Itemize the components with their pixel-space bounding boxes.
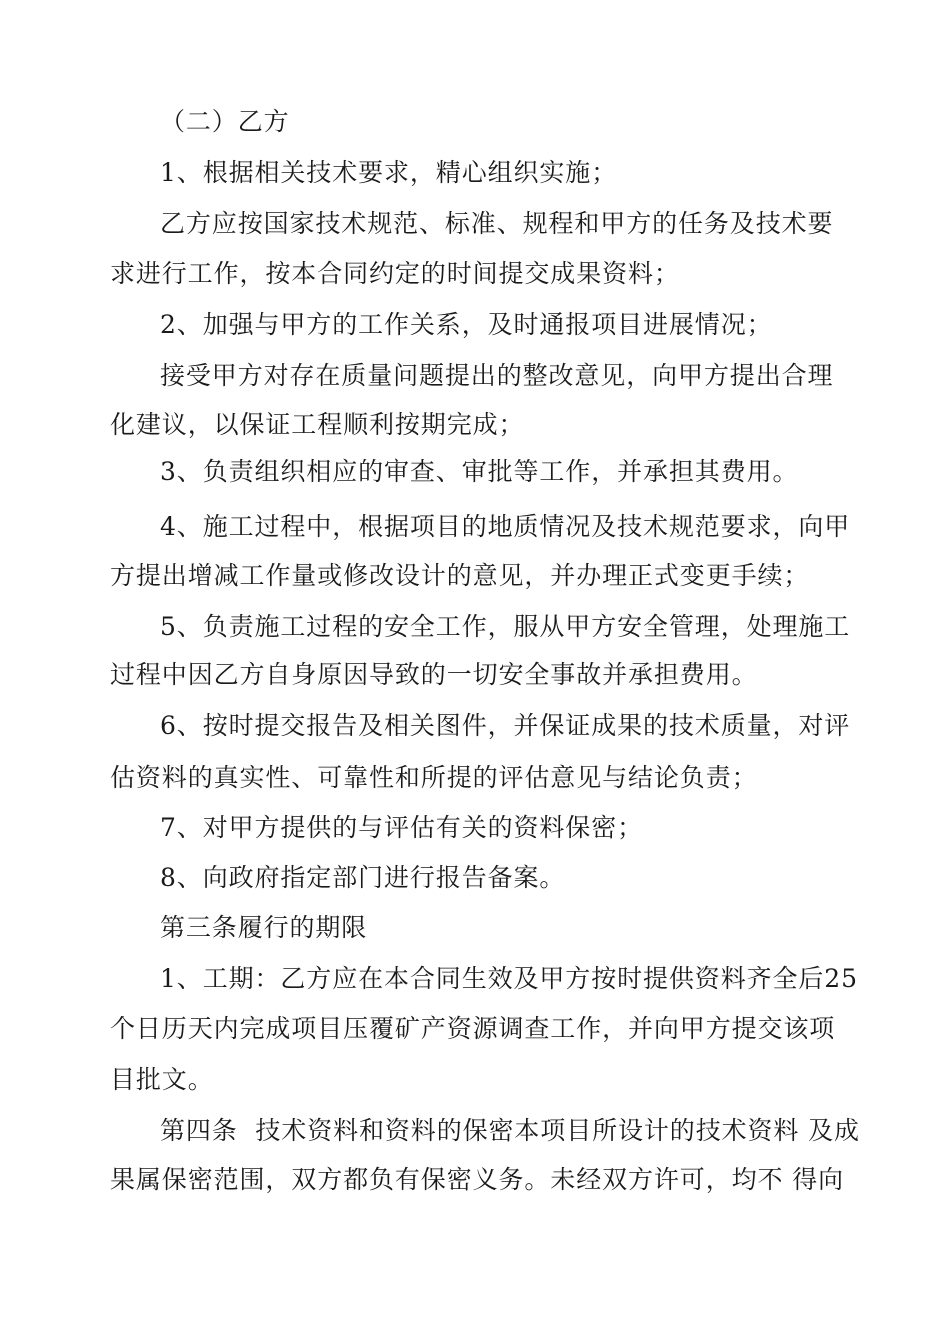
paragraph-line: 5、负责施工过程的安全工作，服从甲方安全管理，处理施工 — [160, 612, 851, 641]
paragraph-line: 1、根据相关技术要求，精心组织实施； — [160, 158, 618, 187]
paragraph-line: 个日历天内完成项目压覆矿产资源调查工作，并向甲方提交该项 — [110, 1014, 836, 1043]
paragraph-line: 1、工期：乙方应在本合同生效及甲方按时提供资料齐全后25 — [160, 964, 858, 993]
paragraph-line: 接受甲方对存在质量问题提出的整改意见，向甲方提出合理 — [160, 361, 834, 390]
article-heading-confidentiality: 第四条 技术资料和资料的保密本项目所设计的技术资料 及成 — [160, 1116, 860, 1145]
paragraph-line: 果属保密范围，双方都负有保密义务。未经双方许可，均不 得向 — [110, 1165, 845, 1194]
paragraph-line: 方提出增减工作量或修改设计的意见，并办理正式变更手续； — [110, 561, 810, 590]
paragraph-line: 目批文。 — [110, 1065, 214, 1094]
paragraph-line: 6、按时提交报告及相关图件，并保证成果的技术质量，对评 — [160, 711, 851, 740]
paragraph-line: 8、向政府指定部门进行报告备案。 — [160, 863, 566, 892]
paragraph-line: 7、对甲方提供的与评估有关的资料保密； — [160, 813, 644, 842]
paragraph-line: 求进行工作，按本合同约定的时间提交成果资料； — [110, 259, 680, 288]
paragraph-line: 过程中因乙方自身原因导致的一切安全事故并承担费用。 — [110, 660, 758, 689]
paragraph-line: 估资料的真实性、可靠性和所提的评估意见与结论负责； — [110, 763, 758, 792]
paragraph-line: 4、施工过程中，根据项目的地质情况及技术规范要求，向甲 — [160, 512, 851, 541]
article-heading-term: 第三条履行的期限 — [160, 913, 368, 942]
paragraph-line: 2、加强与甲方的工作关系，及时通报项目进展情况； — [160, 310, 773, 339]
paragraph-line: 3、负责组织相应的审查、审批等工作，并承担其费用。 — [160, 457, 799, 486]
paragraph-line: 化建议，以保证工程顺利按期完成； — [110, 410, 525, 439]
paragraph-line: 乙方应按国家技术规范、标准、规程和甲方的任务及技术要 — [160, 209, 834, 238]
section-heading-party-b: （二）乙方 — [160, 107, 290, 136]
